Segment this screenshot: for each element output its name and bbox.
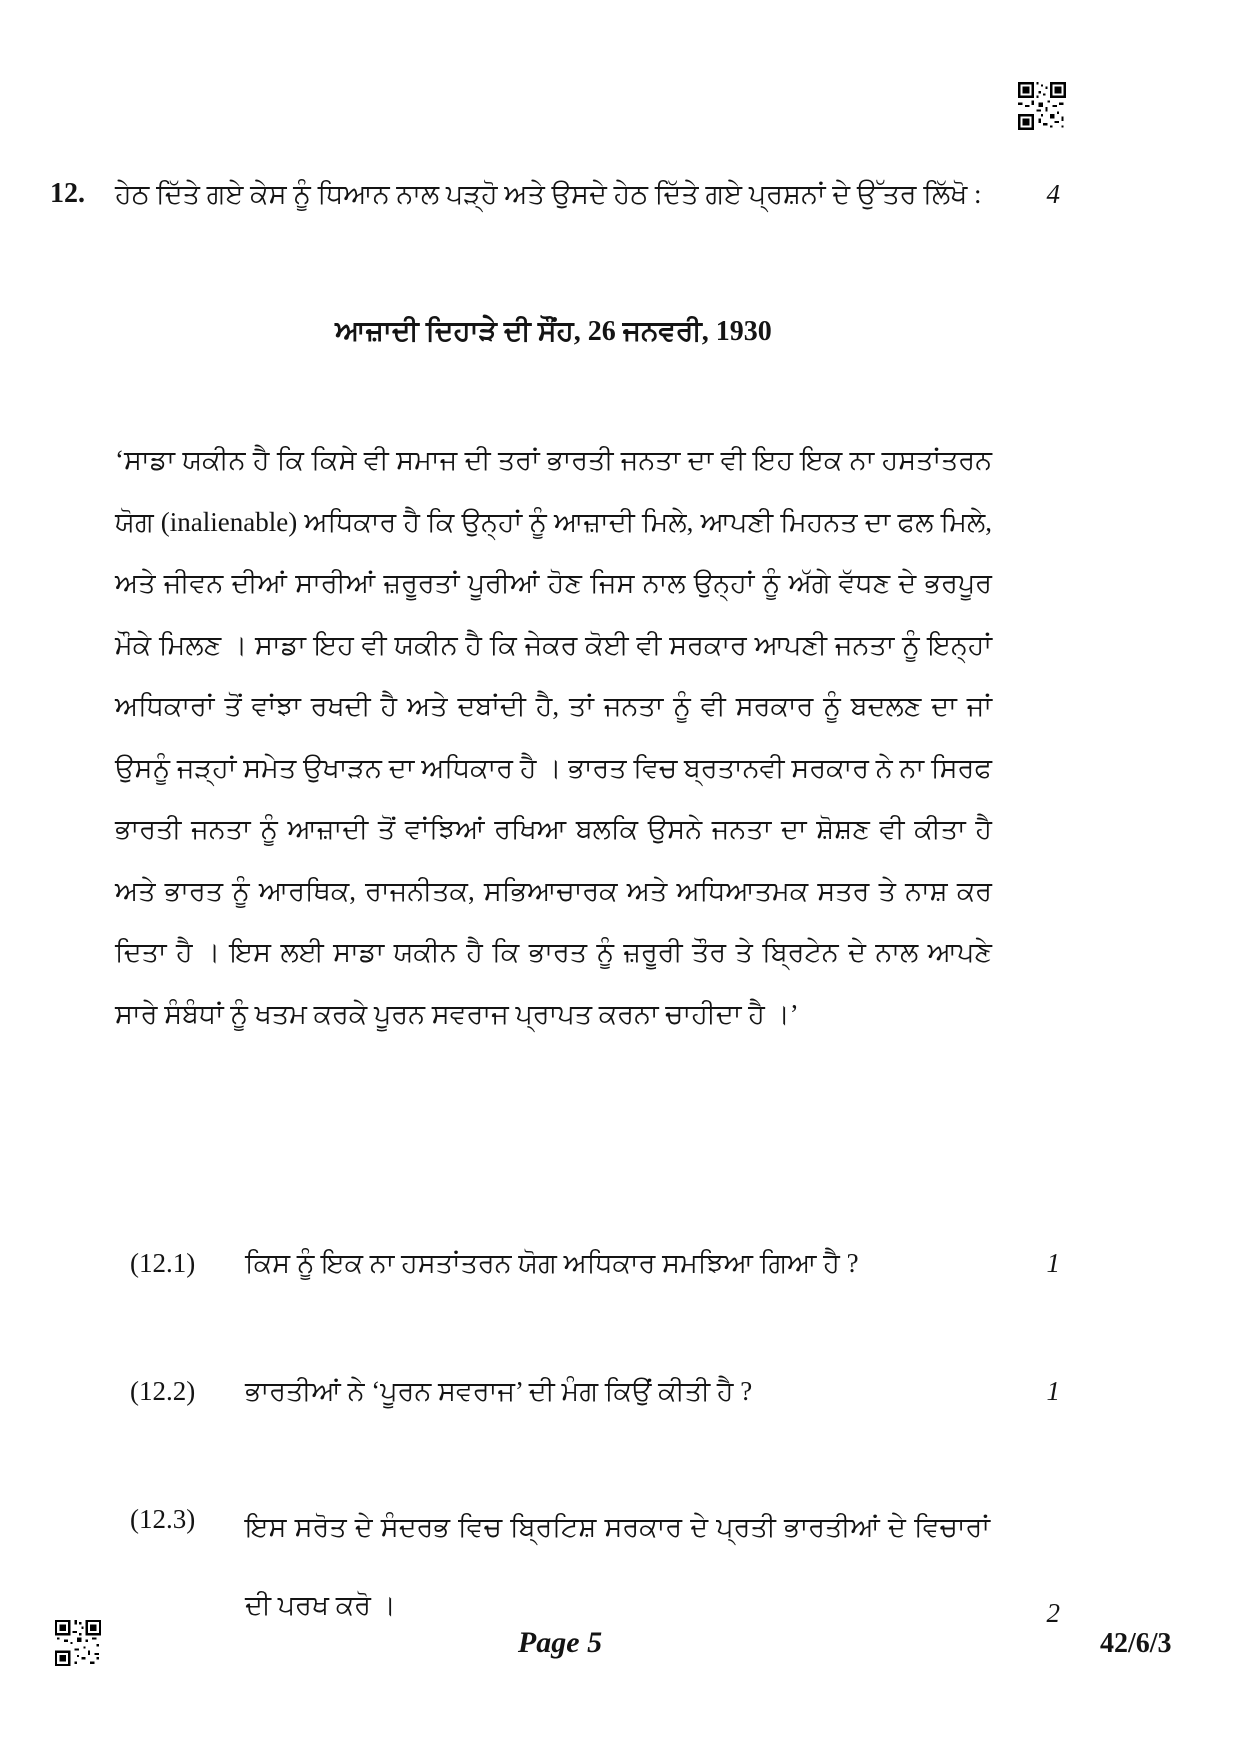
sub-question-12-3	[50, 1488, 1060, 1644]
sub-question-12-2	[50, 1360, 1060, 1422]
question-marks: 4	[1046, 179, 1060, 209]
sub-question-text: ਭਾਰਤੀਆਂ ਨੇ ‘ਪੂਰਨ ਸਵਰਾਜ’ ਦੀ ਮੰਗ ਕਿਉਂ ਕੀਤੀ ਹੈ ?	[245, 1376, 753, 1406]
sub-question-12-1	[50, 1232, 1060, 1294]
sub-question-marks: 2	[1046, 1598, 1060, 1628]
sub-question-label: (12.3)	[130, 1504, 196, 1534]
source-title: ਆਜ਼ਾਦੀ ਦਿਹਾੜੇ ਦੀ ਸੌਂਹ, 26 ਜਨਵਰੀ, 1930	[335, 316, 772, 347]
sub-question-marks: 1	[1046, 1376, 1060, 1406]
paper-code: 42/6/3	[1100, 1628, 1172, 1659]
page-number: Page 5	[517, 1626, 603, 1659]
question-number: 12.	[50, 178, 85, 209]
question-intro-text: ਹੇਠ ਦਿੱਤੇ ਗਏ ਕੇਸ ਨੂੰ ਧਿਆਨ ਨਾਲ ਪੜ੍ਹੋ ਅਤੇ ਉਸਦੇ ਹੇਠ ਦਿੱਤੇ ਗਏ ਪ੍ਰਸ਼ਨਾਂ ਦੇ ਉੱਤਰ ਲਿੱਖੋ :	[115, 179, 982, 209]
sub-question-text: ਕਿਸ ਨੂੰ ਇਕ ਨਾ ਹਸਤਾਂਤਰਨ ਯੋਗ ਅਧਿਕਾਰ ਸਮਝਿਆ ਗਿਆ ਹੈ ?	[245, 1248, 859, 1278]
sub-question-label: (12.2)	[130, 1376, 196, 1406]
passage-text: ‘ਸਾਡਾ ਯਕੀਨ ਹੈ ਕਿ ਕਿਸੇ ਵੀ ਸਮਾਜ ਦੀ ਤਰਾਂ ਭਾਰਤੀ ਜਨਤਾ ਦਾ ਵੀ ਇਹ ਇਕ ਨਾ ਹਸਤਾਂਤਰਨ ਯੋਗ (inalienable) ਅਧਿਕਾਰ ਹੈ ਕਿ ਉਨ੍ਹਾਂ ਨੂੰ ਆਜ਼ਾਦੀ ਮਿਲੇ, ਆਪਣੀ ਮਿਹਨਤ ਦਾ ਫਲ ਮਿਲੇ, ਅਤੇ ਜੀਵਨ ਦੀਆਂ ਸਾਰੀਆਂ ਜ਼ਰੂਰਤਾਂ ਪੂਰੀਆਂ ਹੋਣ ਜਿਸ ਨਾਲ ਉਨ੍ਹਾਂ ਨੂੰ ਅੱਗੇ ਵੱਧਣ ਦੇ ਭਰਪੂਰ ਮੌਕੇ ਮਿਲਣ । ਸਾਡਾ ਇਹ ਵੀ ਯਕੀਨ ਹੈ ਕਿ ਜੇਕਰ ਕੋਈ ਵੀ ਸਰਕਾਰ ਆਪਣੀ ਜਨਤਾ ਨੂੰ ਇਨ੍ਹਾਂ ਅਧਿਕਾਰਾਂ ਤੋਂ ਵਾਂਝਾ ਰਖਦੀ ਹੈ ਅਤੇ ਦਬਾਂਦੀ ਹੈ, ਤਾਂ ਜਨਤਾ ਨੂੰ ਵੀ ਸਰਕਾਰ ਨੂੰ ਬਦਲਣ ਦਾ ਜਾਂ ਉਸਨੂੰ ਜੜ੍ਹਾਂ ਸਮੇਤ ਉਖਾੜਨ ਦਾ ਅਧਿਕਾਰ ਹੈ । ਭਾਰਤ ਵਿਚ ਬ੍ਰਤਾਨਵੀ ਸਰਕਾਰ ਨੇ ਨਾ ਸਿਰਫ ਭਾਰਤੀ ਜਨਤਾ ਨੂੰ ਆਜ਼ਾਦੀ ਤੋਂ ਵਾਂਝਿਆਂ ਰਖਿਆ ਬਲਕਿ ਉਸਨੇ ਜਨਤਾ ਦਾ ਸ਼ੋਸ਼ਣ ਵੀ ਕੀਤਾ ਹੈ ਅਤੇ ਭਾਰਤ ਨੂੰ ਆਰਥਿਕ, ਰਾਜਨੀਤਕ, ਸਭਿਆਚਾਰਕ ਅਤੇ ਅਧਿਆਤਮਕ ਸਤਰ ਤੇ ਨਾਸ਼ ਕਰ ਦਿਤਾ ਹੈ । ਇਸ ਲਈ ਸਾਡਾ ਯਕੀਨ ਹੈ ਕਿ ਭਾਰਤ ਨੂੰ ਜ਼ਰੂਰੀ ਤੌਰ ਤੇ ਬ੍ਰਿਟੇਨ ਦੇ ਨਾਲ ਆਪਣੇ ਸਾਰੇ ਸੰਬੰਧਾਂ ਨੂੰ ਖਤਮ ਕਰਕੇ ਪੂਰਨ ਸਵਰਾਜ ਪ੍ਰਾਪਤ ਕਰਨਾ ਚਾਹੀਦਾ ਹੈ ।’	[115, 445, 992, 1029]
sub-question-text: ਇਸ ਸਰੋਤ ਦੇ ਸੰਦਰਭ ਵਿਚ ਬ੍ਰਿਟਿਸ਼ ਸਰਕਾਰ ਦੇ ਪ੍ਰਤੀ ਭਾਰਤੀਆਂ ਦੇ ਵਿਚਾਰਾਂ ਦੀ ਪਰਖ ਕਰੋ ।	[245, 1512, 990, 1620]
sub-question-marks: 1	[1046, 1248, 1060, 1278]
question-12-block	[50, 163, 1060, 225]
sub-question-label: (12.1)	[130, 1248, 196, 1278]
qr-code-icon	[1018, 82, 1066, 130]
